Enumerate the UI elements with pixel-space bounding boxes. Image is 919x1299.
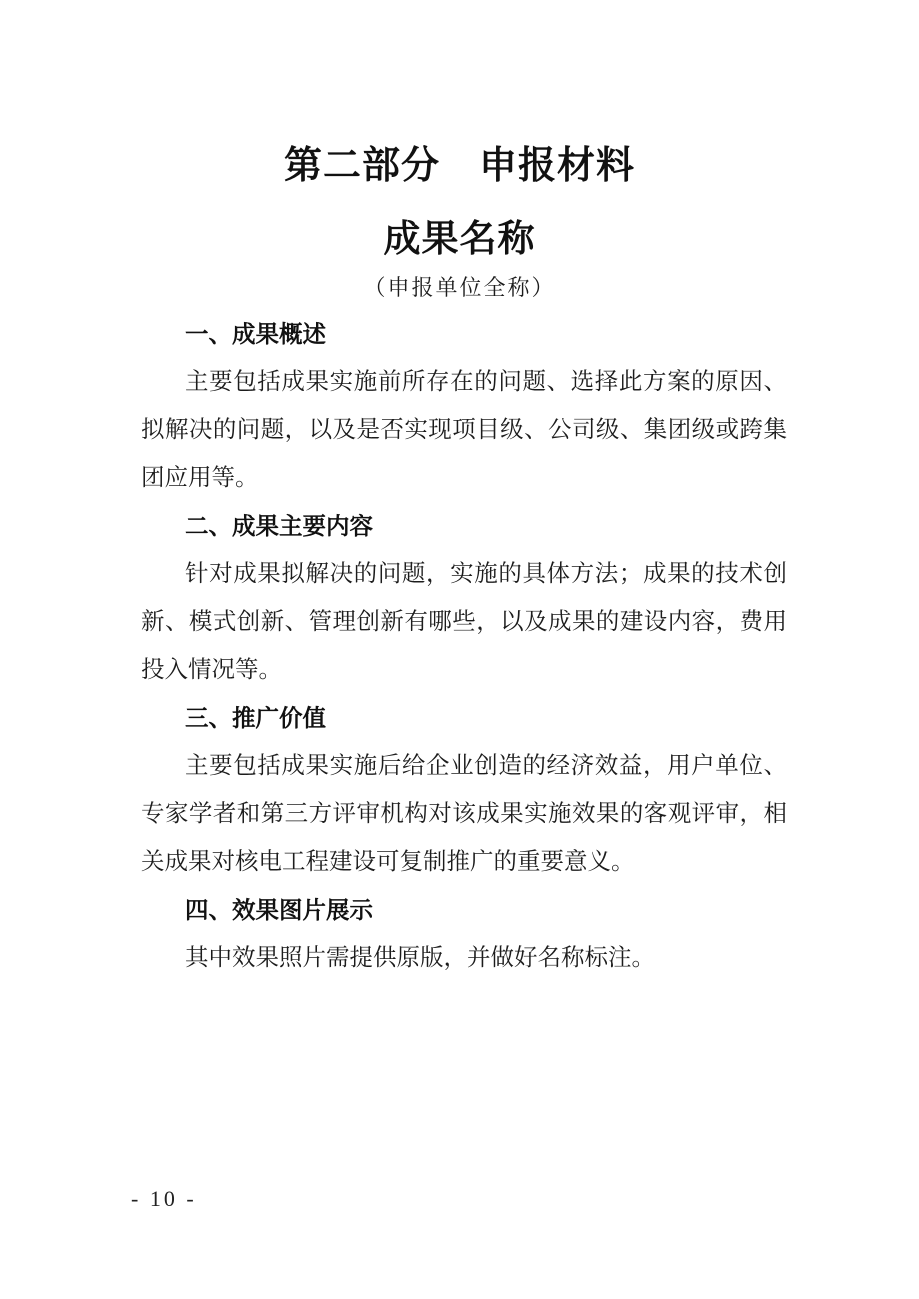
part-title: 第二部分 申报材料 <box>283 145 635 187</box>
unit-name-placeholder: （申报单位全称） <box>363 275 556 300</box>
section-main-content <box>141 502 787 694</box>
section-paragraph: 主要包括成果实施后给企业创造的经济效益，用户单位、专家学者和第三方评审机构对该成果实施效果的客观评审，相关成果对核电工程建设可复制推广的重要意义。 <box>141 753 787 875</box>
section-heading: 三、推广价值 <box>185 705 326 731</box>
section-heading: 一、成果概述 <box>185 321 326 347</box>
result-title: 成果名称 <box>383 219 536 260</box>
page-number: - 10 - <box>131 1186 197 1211</box>
section-promotion-value <box>141 694 787 886</box>
section-paragraph: 主要包括成果实施前所存在的问题、选择此方案的原因、拟解决的问题，以及是否实现项目级、公司级、集团级或跨集团应用等。 <box>141 369 787 491</box>
section-effect-pictures <box>141 886 787 982</box>
section-heading: 四、效果图片展示 <box>185 897 373 923</box>
document-body <box>141 310 787 982</box>
section-paragraph: 其中效果照片需提供原版，并做好名称标注。 <box>185 945 655 971</box>
section-overview <box>141 310 787 502</box>
section-paragraph: 针对成果拟解决的问题，实施的具体方法；成果的技术创新、模式创新、管理创新有哪些，以及成果的建设内容，费用投入情况等。 <box>141 561 787 683</box>
section-heading: 二、成果主要内容 <box>185 513 373 539</box>
